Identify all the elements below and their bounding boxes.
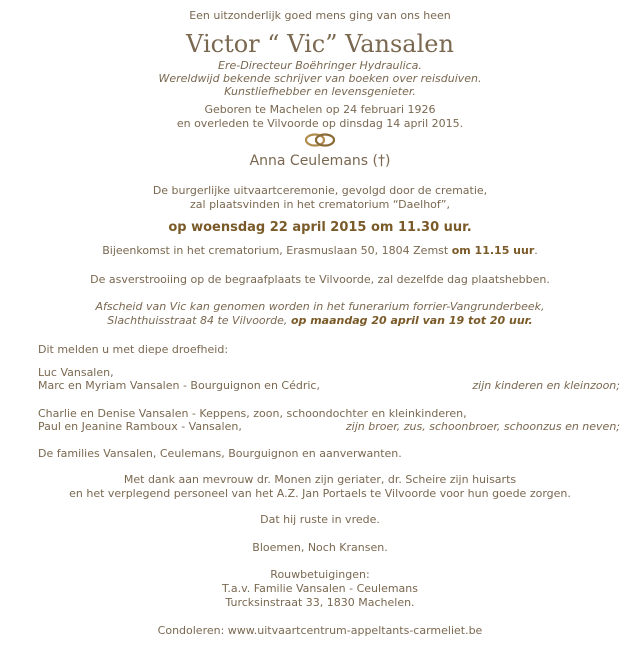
families-line: De families Vansalen, Ceulemans, Bourguignon en aanverwanten. [38,447,402,460]
family-g1-line-1: Luc Vansalen, [38,366,114,379]
family-g2-relation: zijn broer, zus, schoonbroer, schoonzus en neven; [345,420,620,433]
deceased-role-1: Ere-Directeur Boëhringer Hydraulica. [218,59,422,72]
intro-text: Een uitzonderlijk goed mens ging van ons heen [189,9,451,22]
birth-line: Geboren te Machelen op 24 februari 1926 [204,103,436,116]
ceremony-line-2: zal plaatsvinden in het crematorium “Daelhof”, [190,198,450,211]
meeting-time: om 11.15 uur [451,244,535,257]
deceased-role-3: Kunstliefhebber en levensgenieter. [224,85,416,98]
family-g1-relation: zijn kinderen en kleinzoon; [472,379,620,392]
ceremony-date: op woensdag 22 april 2015 om 11.30 uur. [168,220,472,235]
death-line: en overleden te Vilvoorde op dinsdag 14 april 2015. [176,117,464,130]
meeting-end: . [534,244,538,257]
meeting-line [0,244,640,258]
flowers-line: Bloemen, Noch Kransen. [252,541,388,554]
spouse-name: Anna Ceulemans (†) [249,153,391,169]
wedding-rings-icon [304,132,336,148]
announce-line: Dit melden u met diepe droefheid: [38,343,229,356]
farewell-line-2 [0,314,640,328]
condolence-address-1: T.a.v. Familie Vansalen - Ceulemans [221,582,419,595]
family-g2-line-2: Paul en Jeanine Ramboux - Vansalen, [38,420,242,433]
family-g2-line-1: Charlie en Denise Vansalen - Keppens, zoon, schoondochter en kleinkinderen, [38,407,467,420]
meeting-text: Bijeenkomst in het crematorium, Erasmuslaan 50, 1804 Zemst [102,244,449,257]
condolence-online-link[interactable]: Condoleren: www.uitvaartcentrum-appeltants-carmeliet.be [157,624,483,637]
farewell-line-1: Afscheid van Vic kan genomen worden in het funerarium forrier-Vangrunderbeek, [95,300,545,313]
deceased-name: Victor “ Vic” Vansalen [186,30,454,58]
family-g1-line-2: Marc en Myriam Vansalen - Bourguignon en Cédric, [38,379,320,392]
farewell-time: op maandag 20 april van 19 tot 20 uur. [290,314,533,327]
farewell-address: Slachthuisstraat 84 te Vilvoorde, [107,314,288,327]
thanks-line-2: en het verplegend personeel van het A.Z. Jan Portaels te Vilvoorde voor hun goede zorgen. [69,487,571,500]
ashes-line: De asverstrooiing op de begraafplaats te Vilvoorde, zal dezelfde dag plaatshebben. [90,273,550,286]
rest-line: Dat hij ruste in vrede. [260,513,380,526]
condolence-title: Rouwbetuigingen: [270,568,370,581]
ceremony-line-1: De burgerlijke uitvaartceremonie, gevolgd door de crematie, [152,184,488,197]
condolence-address-2: Turcksinstraat 33, 1830 Machelen. [225,596,415,609]
deceased-role-2: Wereldwijd bekende schrijver van boeken over reisduiven. [158,72,482,85]
thanks-line-1: Met dank aan mevrouw dr. Monen zijn geriater, dr. Scheire zijn huisarts [123,473,517,486]
